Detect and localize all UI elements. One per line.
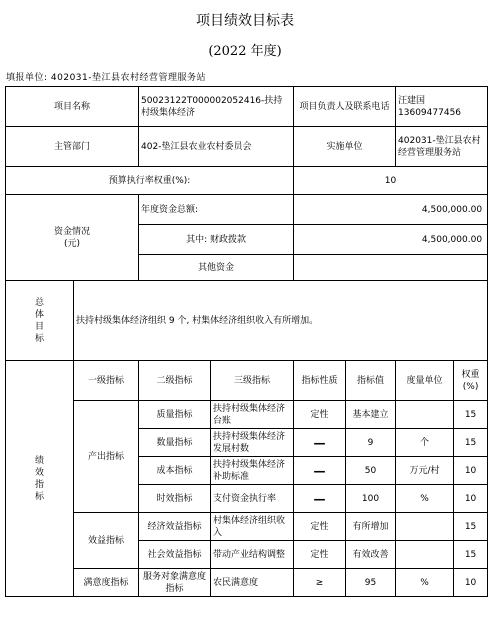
header-level3: 三级指标: [211, 361, 294, 401]
project-name-value: 50023122T000002052416-扶持村级集体经济: [139, 87, 294, 127]
table-row: [6, 569, 488, 597]
nature-cell: —: [294, 485, 346, 513]
supervisor-value: 402-垫江县农业农村委员会: [139, 127, 294, 167]
value-cell: 50: [346, 457, 396, 485]
level2-cell: 社会效益指标: [139, 541, 211, 569]
level2-cell: 质量指标: [139, 401, 211, 429]
weight-cell: 10: [454, 485, 488, 513]
nature-cell: 定性: [294, 513, 346, 541]
total-funds-value: 4,500,000.00: [294, 195, 488, 225]
funds-label: 资金情况 (元): [6, 195, 139, 281]
overall-goal-text: 扶持村级集体经济组织 9 个, 村集体经济组织收入有所增加。: [74, 281, 488, 361]
level3-cell: 村集体经济组织收入: [211, 513, 294, 541]
value-cell: 100: [346, 485, 396, 513]
project-name-label: 项目名称: [6, 87, 139, 127]
nature-cell: —: [294, 429, 346, 457]
header-value: 指标值: [346, 361, 396, 401]
responsible-label: 项目负责人及联系电话: [294, 87, 396, 127]
nature-cell: —: [294, 457, 346, 485]
level2-cell: 时效指标: [139, 485, 211, 513]
unit-cell: [396, 513, 454, 541]
value-cell: 9: [346, 429, 396, 457]
level1-output: 产出指标: [74, 401, 139, 513]
header-unit: 度量单位: [396, 361, 454, 401]
unit-cell: 万元/村: [396, 457, 454, 485]
level3-cell: 扶持村级集体经济台账: [211, 401, 294, 429]
level1-benefit: 效益指标: [74, 513, 139, 569]
weight-cell: 15: [454, 429, 488, 457]
level2-cell: 数量指标: [139, 429, 211, 457]
overall-goal-label: 总 体 目 标: [6, 281, 74, 361]
nature-cell: ≥: [294, 569, 346, 597]
level3-cell: 扶持村级集体经济补助标准: [211, 457, 294, 485]
weight-cell: 15: [454, 401, 488, 429]
value-cell: 有所增加: [346, 513, 396, 541]
level3-cell: 扶持村级集体经济发展村数: [211, 429, 294, 457]
level1-satisfaction: 满意度指标: [74, 569, 139, 597]
other-funds-value: [294, 255, 488, 281]
level2-cell: 服务对象满意度指标: [139, 569, 211, 597]
header-nature: 指标性质: [294, 361, 346, 401]
responsible-value: 汪建国 13609477456: [396, 87, 488, 127]
unit-cell: [396, 541, 454, 569]
level3-cell: 支付资金执行率: [211, 485, 294, 513]
exec-weight-label: 预算执行率权重(%):: [6, 167, 294, 195]
table-row: [6, 513, 488, 541]
exec-weight-value: 10: [294, 167, 488, 195]
value-cell: 基本建立: [346, 401, 396, 429]
implementer-label: 实施单位: [294, 127, 396, 167]
nature-cell: 定性: [294, 401, 346, 429]
weight-cell: 10: [454, 569, 488, 597]
form-year: (2022 年度): [208, 44, 282, 59]
header-level1: 一级指标: [74, 361, 139, 401]
perf-label: 绩 效 指 标: [6, 361, 74, 597]
weight-cell: 10: [454, 457, 488, 485]
header-weight: 权重(%): [454, 361, 488, 401]
level3-cell: 带动产业结构调整: [211, 541, 294, 569]
unit-cell: %: [396, 485, 454, 513]
implementer-value: 402031-垫江县农村经营管理服务站: [396, 127, 488, 167]
supervisor-label: 主管部门: [6, 127, 139, 167]
value-cell: 95: [346, 569, 396, 597]
unit-cell: 个: [396, 429, 454, 457]
unit-cell: [396, 401, 454, 429]
level2-cell: 成本指标: [139, 457, 211, 485]
form-title: 项目绩效目标表: [196, 13, 294, 29]
value-cell: 有效改善: [346, 541, 396, 569]
level2-cell: 经济效益指标: [139, 513, 211, 541]
level3-cell: 农民满意度: [211, 569, 294, 597]
finance-funds-label: 其中: 财政拨款: [139, 225, 294, 255]
weight-cell: 15: [454, 541, 488, 569]
nature-cell: 定性: [294, 541, 346, 569]
table-row: [6, 401, 488, 429]
finance-funds-value: 4,500,000.00: [294, 225, 488, 255]
total-funds-label: 年度资金总额:: [139, 195, 294, 225]
other-funds-label: 其他资金: [139, 255, 294, 281]
header-level2: 二级指标: [139, 361, 211, 401]
unit-cell: %: [396, 569, 454, 597]
reporting-unit: 填报单位: 402031-垫江县农村经营管理服务站: [6, 73, 206, 83]
weight-cell: 15: [454, 513, 488, 541]
performance-table: [5, 86, 488, 597]
